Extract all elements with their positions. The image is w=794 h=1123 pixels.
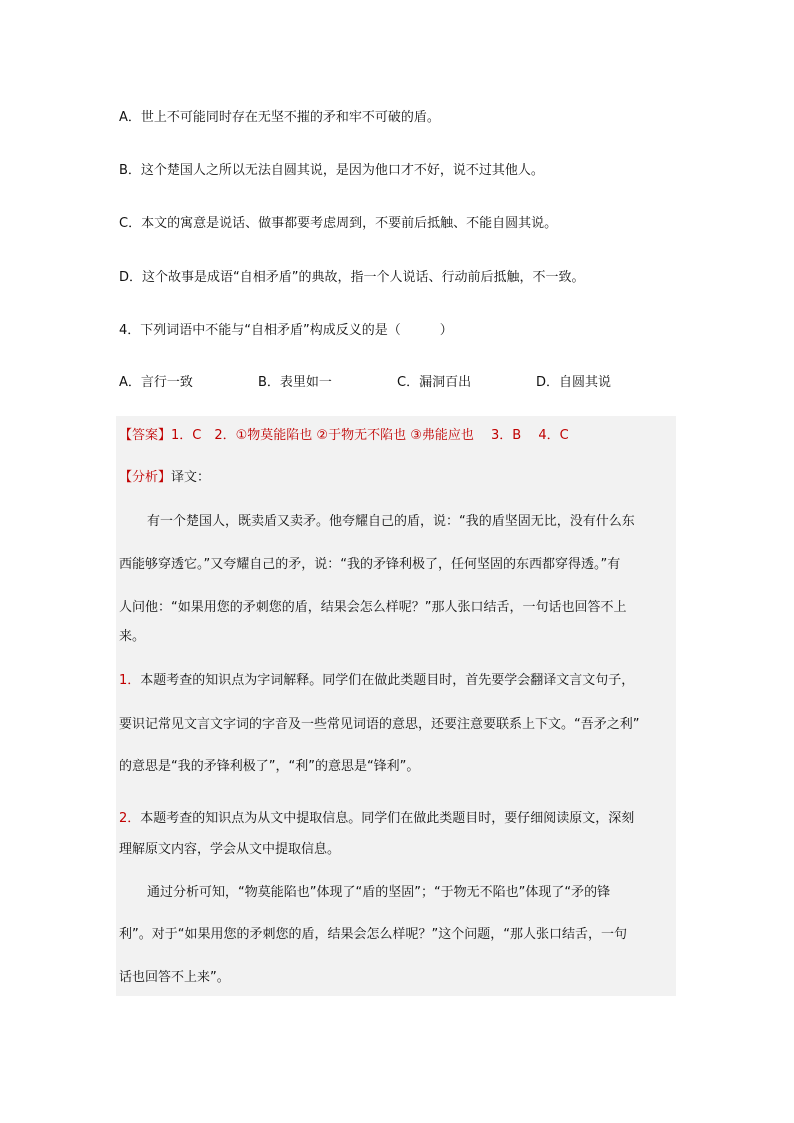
- analysis-item-1-line: 要识记常见文言文字词的字音及一些常见词语的意思，还要注意要联系上下文。“吾矛之利”: [119, 717, 640, 732]
- answer-label: 【答案】: [119, 428, 172, 443]
- answer-text: 1．C 2．①物莫能陷也 ②于物无不陷也 ③弗能应也 3．B 4．C: [171, 428, 569, 443]
- analysis-item-2-line: 理解原文内容，学会从文中提取信息。: [119, 842, 341, 857]
- analysis-item-2-detail-line: 话也回答不上来”。: [119, 970, 230, 985]
- q4-option-c: C．漏洞百出: [397, 375, 472, 390]
- q4-option-a: A．言行一致: [119, 375, 193, 390]
- analysis-heading: [119, 469, 210, 487]
- option-b: B．这个楚国人之所以无法自圆其说，是因为他口才不好，说不过其他人。: [119, 163, 544, 178]
- option-a: A．世上不可能同时存在无坚不摧的矛和牢不可破的盾。: [119, 110, 440, 125]
- analysis-label: 【分析】: [119, 470, 172, 485]
- analysis-item-1-line: 1．本题考查的知识点为字词解释。同学们在做此类题目时，首先要学会翻译文言文句子，: [119, 673, 635, 688]
- translation-line: 有一个楚国人，既卖盾又卖矛。他夸耀自己的盾，说：“我的盾坚固无比，没有什么东: [147, 514, 635, 529]
- q4-option-b: B．表里如一: [258, 375, 332, 390]
- answer-line: [119, 427, 569, 445]
- analysis-title: 译文：: [171, 470, 211, 485]
- question-4-stem: 4．下列词语中不能与“自相矛盾”构成反义的是（ ）: [119, 323, 453, 338]
- translation-line: 来。: [119, 629, 146, 644]
- analysis-item-1-line: 的意思是“我的矛锋利极了”，“利”的意思是“锋利”。: [119, 759, 420, 774]
- option-c: C．本文的寓意是说话、做事都要考虑周到，不要前后抵触、不能自圆其说。: [119, 216, 558, 231]
- analysis-item-2-line: 2．本题考查的知识点为从文中提取信息。同学们在做此类题目时，要仔细阅读原文，深刻: [119, 811, 635, 826]
- question-4-options: [119, 374, 611, 392]
- analysis-item-2-detail-line: 利”。对于“如果用您的矛刺您的盾，结果会怎么样呢？”这个问题，“那人张口结舌，一句: [119, 927, 627, 942]
- translation-line: 西能够穿透它。”又夸耀自己的矛，说：“我的矛锋利极了，任何坚固的东西都穿得透。”有: [119, 557, 621, 572]
- option-d: D．这个故事是成语“自相矛盾”的典故，指一个人说话、行动前后抵触，不一致。: [119, 270, 585, 285]
- q4-option-d: D．自圆其说: [536, 375, 612, 390]
- translation-line: 人问他：“如果用您的矛刺您的盾，结果会怎么样呢？”那人张口结舌，一句话也回答不上: [119, 600, 627, 615]
- analysis-item-2-detail-line: 通过分析可知，“物莫能陷也”体现了“盾的坚固”；“于物无不陷也”体现了“矛的锋: [147, 885, 611, 900]
- answer-box: [116, 416, 676, 996]
